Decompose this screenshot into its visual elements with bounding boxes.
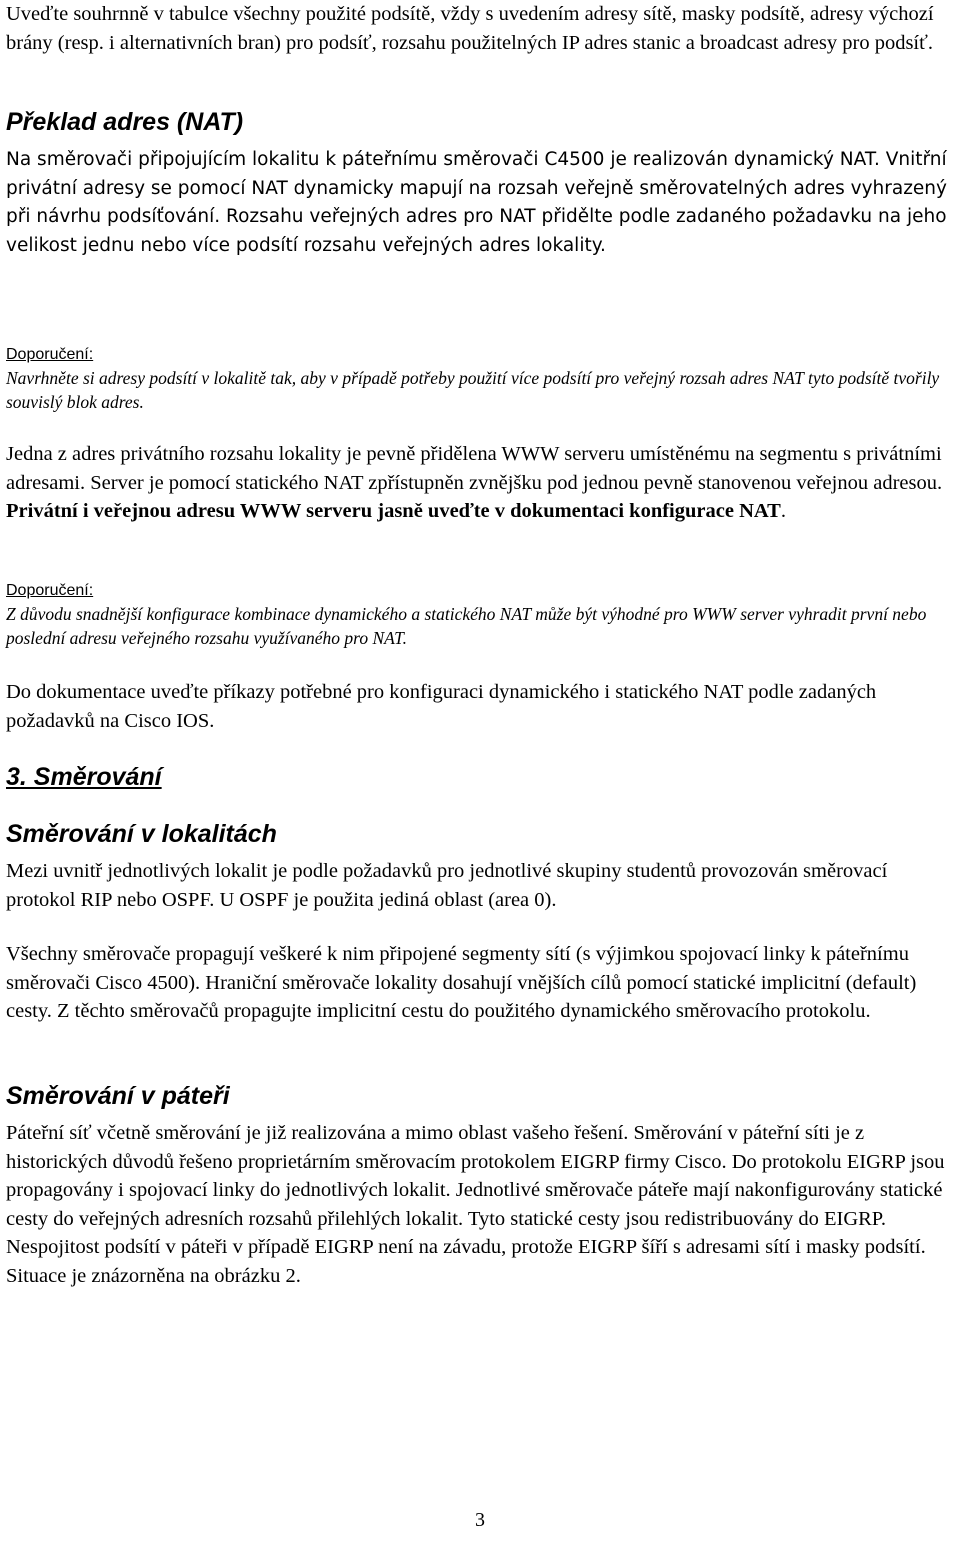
recommendation-label-2: Doporučení: <box>6 582 94 599</box>
backbone-routing-paragraph: Páteřní síť včetně směrování je již realizována a mimo oblast vašeho řešení. Směrování v páteřní síti je z historických důvodů řešeno proprietárním směrovacím protokolem EIGRP firmy Cisco. Do protokolu EIGRP jsou propagovány i spojovací linky do jednotlivých lokalit. Jednotlivé směrovače páteře mají nakonfigurovány statické cesty do veřejných adresních rozsahů přilehlých lokalit. Tyto statické cesty jsou redistribuovány do EIGRP. Nespojitost podsítí v páteři v případě EIGRP není na závadu, protože EIGRP šíří s adresami sítí i masky podsítí. Situace je znázorněna na obrázku 2. <box>6 1122 945 1287</box>
local-routing-paragraph-2: Všechny směrovače propagují veškeré k nim připojené segmenty sítí (s výjimkou spojovací linky k páteřnímu směrovači Cisco 4500). Hraniční směrovače lokality dosahují vnějších cílů pomocí statické implicitní (default) cesty. Z těchto směrovačů propagujte implicitní cestu do použitého dynamického směrovacího protokolu. <box>6 943 917 1022</box>
local-routing-heading: Směrování v lokalitách <box>6 820 277 848</box>
nat-commands-paragraph: Do dokumentace uveďte příkazy potřebné pro konfiguraci dynamického i statického NAT podle zadaných požadavků na Cisco IOS. <box>6 681 877 732</box>
backbone-routing-heading: Směrování v páteři <box>6 1082 230 1110</box>
page-number: 3 <box>475 1509 485 1531</box>
recommendation-label-1: Doporučení: <box>6 346 94 363</box>
www-server-paragraph <box>6 440 956 526</box>
routing-heading: 3. Směrování <box>6 763 162 791</box>
recommendation-text-2: Z důvodu snadnější konfigurace kombinace dynamického a statického NAT může být výhodné pro WWW server vyhradit první nebo poslední adresu veřejného rozsahu využívaného pro NAT. <box>6 604 927 648</box>
www-server-bold-text: Privátní i veřejnou adresu WWW serveru jasně uveďte v dokumentaci konfigurace NAT <box>6 500 781 522</box>
local-routing-paragraph-1: Mezi uvnitř jednotlivých lokalit je podle požadavků pro jednotlivé skupiny studentů provozován směrovací protokol RIP nebo OSPF. U OSPF je použita jediná oblast (area 0). <box>6 860 888 911</box>
intro-paragraph: Uveďte souhrnně v tabulce všechny použité podsítě, vždy s uvedením adresy sítě, masky podsítě, adresy výchozí brány (resp. i alternativních bran) pro podsíť, rozsahu použitelných IP adres stanic a broadcast adresy pro podsíť. <box>6 3 934 54</box>
recommendation-text-1: Navrhněte si adresy podsítí v lokalitě tak, aby v případě potřeby použití více podsítí pro veřejný rozsah adres NAT tyto podsítě tvořily souvislý blok adres. <box>6 368 940 412</box>
nat-paragraph: Na směrovači připojujícím lokalitu k páteřnímu směrovači C4500 je realizován dynamický NAT. Vnitřní privátní adresy se pomocí NAT dynamicky mapují na rozsah veřejně směrovatelných adres vyhrazený při návrhu podsíťování. Rozsahu veřejných adres pro NAT přidělte podle zadaného požadavku na jeho velikost jednu nebo více podsítí rozsahu veřejných adres lokality. <box>6 149 947 256</box>
www-server-end: . <box>780 500 786 522</box>
nat-heading: Překlad adres (NAT) <box>6 108 244 136</box>
www-server-text: Jedna z adres privátního rozsahu lokality je pevně přidělena WWW serveru umístěnému na segmentu s privátními adresami. Server je pomocí statického NAT zpřístupněn zvnějšku pod jednou pevně stanovenou veřejnou adresou. <box>6 443 943 494</box>
